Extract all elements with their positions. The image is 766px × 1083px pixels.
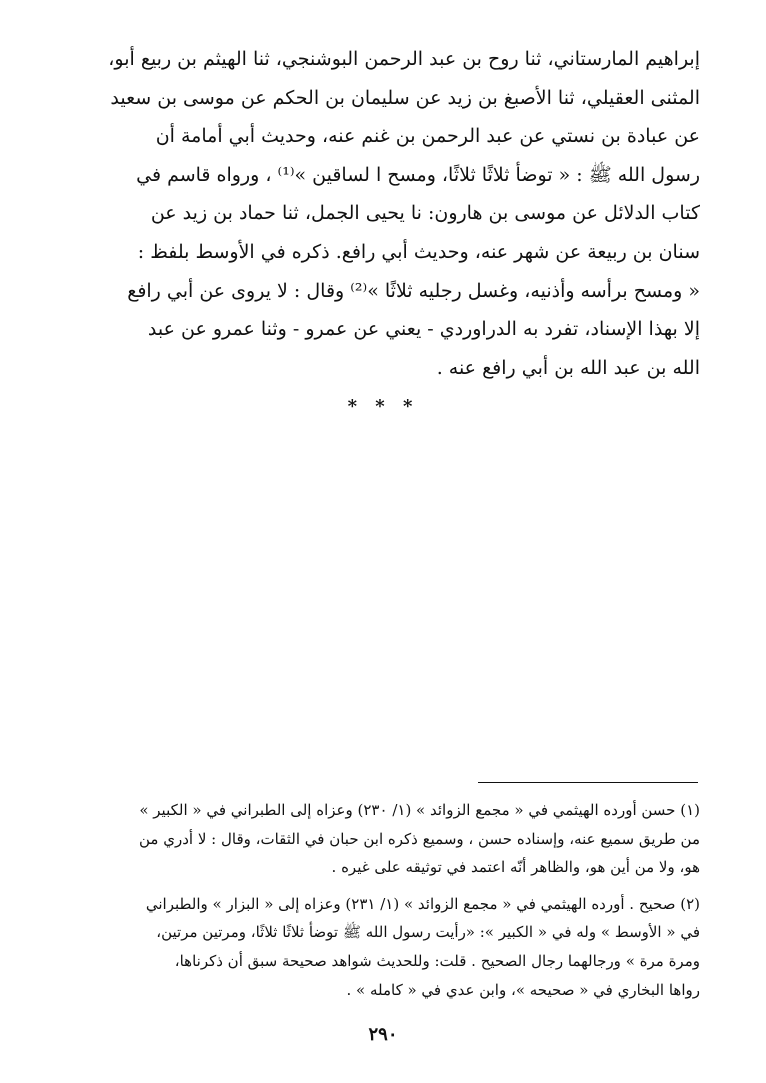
footnote-line: في « الأوسط » وله في « الكبير »: «رأيت رسول الله ﷺ توضأ ثلاثًا ثلاثًا، ومرتين مرتين، (156, 923, 700, 942)
footnote-line: رواها البخاري في « صحيحه »، وابن عدي في « كامله » . (346, 980, 700, 999)
text-line: « ومسح برأسه وأذنيه، وغسل رجليه ثلاثًا »⁽²⁾ وقال : لا يروى عن أبي رافع (127, 279, 700, 302)
main-text (66, 40, 700, 387)
text-line: إبراهيم المارستاني، ثنا روح بن عبد الرحمن البوشنجي، ثنا الهيثم بن ربيع أبو، (108, 48, 700, 70)
footnote-line: (١) حسن أورده الهيثمي في « مجمع الزوائد » (١/ ٢٣٠) وعزاه إلى الطبراني في « الكبير » (139, 801, 700, 819)
footnotes (66, 796, 700, 1012)
footnote-2 (66, 890, 700, 1004)
footnote-line: من طريق سميع عنه، وإسناده حسن ، وسميع ذكره ابن حبان في الثقات، وقال : لا أدري من (139, 829, 700, 848)
text-line: عن عبادة بن نستي عن عبد الرحمن بن غنم عنه، وحديث أبي أمامة أن (155, 125, 700, 148)
footnote-divider (478, 782, 698, 783)
section-separator: * * * (347, 396, 419, 417)
footnote-line: (٢) صحيح . أورده الهيثمي في « مجمع الزوائد » (١/ ٢٣١) وعزاه إلى « البزار » والطبراني (145, 894, 700, 913)
text-line: الله بن عبد الله بن أبي رافع عنه . (436, 356, 700, 379)
footnote-line: هو، ولا من أين هو، والظاهر أنّه اعتمد في توثيقه على غيره . (331, 858, 700, 877)
text-line: المثنى العقيلي، ثنا الأصبغ بن زيد عن سليمان بن الحكم عن موسى بن سعيد (110, 86, 700, 109)
text-line: رسول الله ﷺ : « توضأ ثلاثًا ثلاثًا، ومسح ا لساقين »⁽¹⁾ ، ورواه قاسم في (136, 163, 700, 186)
footnote-1 (66, 796, 700, 882)
footnote-line: ومرة مرة » ورجالهما رجال الصحيح . قلت: وللحديث شواهد صحيحة سبق أن ذكرناها، (174, 951, 700, 970)
page-number: ٢٩٠ (368, 1024, 398, 1045)
text-line: كتاب الدلائل عن موسى بن هارون: نا يحيى الجمل، ثنا حماد بن زيد عن (150, 202, 700, 225)
text-line: إلا بهذا الإسناد، تفرد به الدراوردي - يعني عن عمرو - وثنا عمرو عن عبد (147, 318, 700, 341)
text-line: سنان بن ربيعة عن شهر عنه، وحديث أبي رافع. ذكره في الأوسط بلفظ : (137, 240, 700, 263)
